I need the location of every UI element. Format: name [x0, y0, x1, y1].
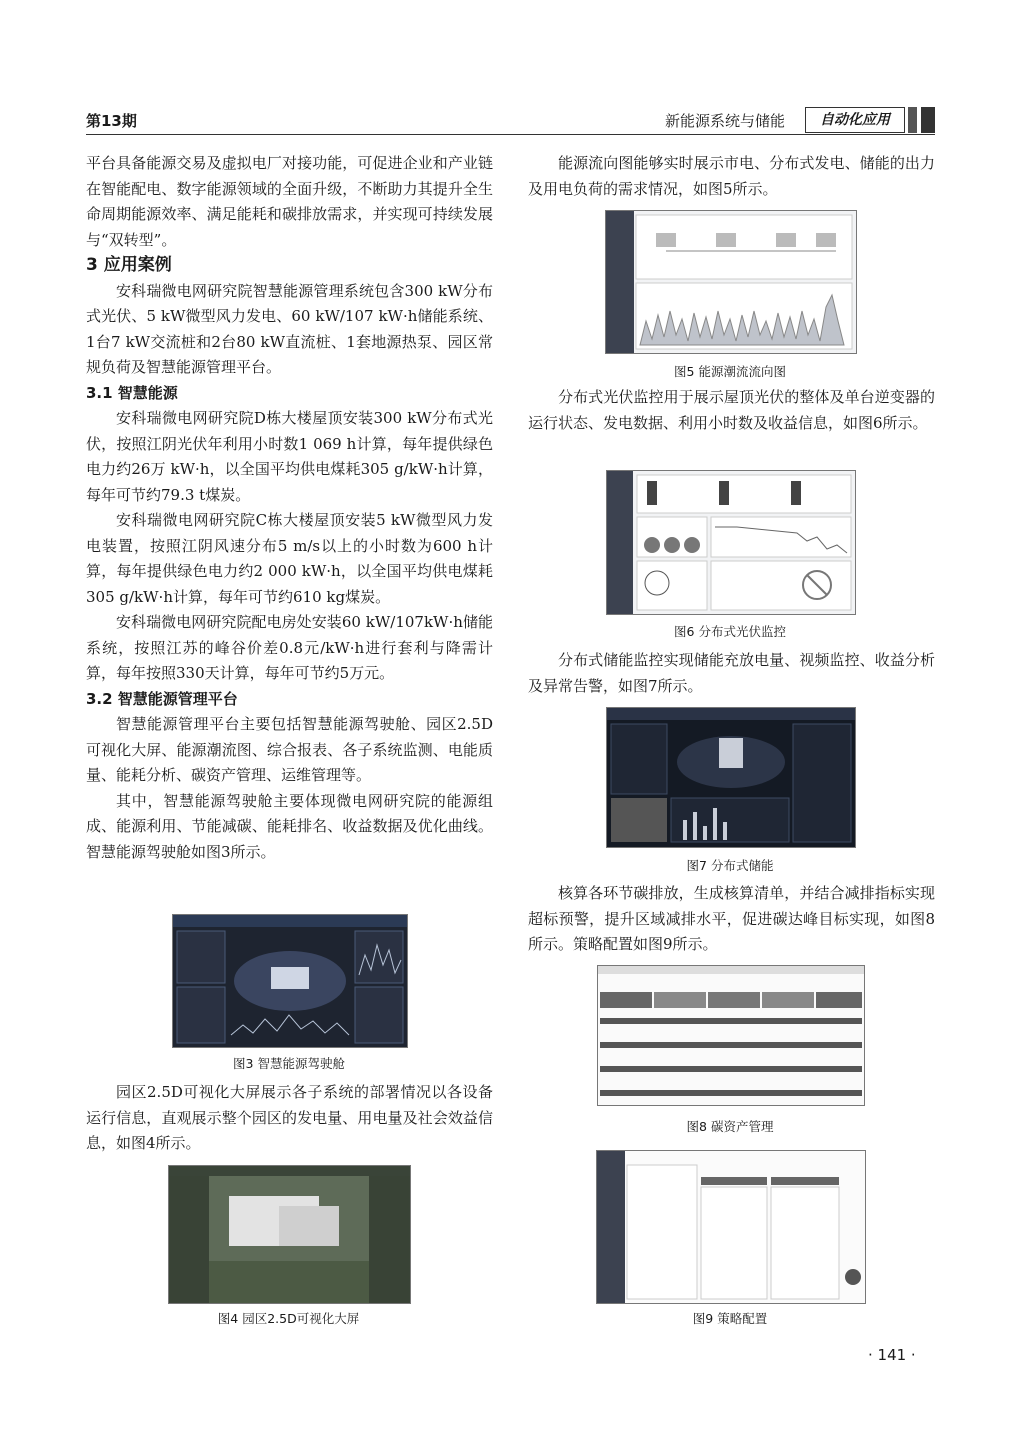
figure-6-image [606, 470, 856, 615]
paragraph: 分布式光伏监控用于展示屋顶光伏的整体及单台逆变器的运行状态、发电数据、利用小时数及收益信息，如图6所示。 [528, 388, 935, 432]
figure-3-caption: 图3 智慧能源驾驶舱 [233, 1056, 345, 1071]
figure-7-caption: 图7 分布式储能 [686, 858, 774, 873]
subsection-heading: 3.2 智慧能源管理平台 [86, 689, 238, 708]
journal-badge: 自动化应用 [805, 107, 905, 133]
figure-5-image [605, 210, 857, 354]
section-heading: 3 应用案例 [86, 255, 172, 275]
subsection-heading: 3.1 智慧能源 [86, 383, 178, 402]
figure-5-caption: 图5 能源潮流流向图 [674, 364, 786, 379]
right-para-3 [528, 648, 935, 699]
header-bar [921, 107, 935, 133]
right-para-2 [528, 385, 935, 436]
figure-4-image [168, 1165, 411, 1304]
paragraph: 安科瑞微电网研究院配电房处安装60 kW/107kW·h储能系统，按照江苏的峰谷价差0.8元/kW·h进行套利与降需计算，每年按照330天计算，每年可节约5万元。 [86, 613, 493, 682]
page-number: · 141 · [868, 1346, 916, 1364]
paragraph: 园区2.5D可视化大屏展示各子系统的部署情况以各设备运行信息，直观展示整个园区的发电量、用电量及社会效益信息，如图4所示。 [86, 1083, 493, 1152]
paragraph: 安科瑞微电网研究院C栋大楼屋顶安装5 kW微型风力发电装置，按照江阴风速分布5 m/s以上的小时数为600 h计算，每年提供绿色电力约2 000 kW·h，以全国平均供电煤耗305 g/kW·h计算，每年可节约610 kg煤炭。 [86, 511, 493, 606]
paragraph: 智慧能源管理平台主要包括智慧能源驾驶舱、园区2.5D可视化大屏、能源潮流图、综合报表、各子系统监测、电能质量、能耗分析、碳资产管理、运维管理等。 [86, 715, 493, 784]
figure-7-image [606, 707, 856, 848]
issue-number: 第13期 [86, 112, 137, 130]
section-title: 新能源系统与储能 [665, 112, 786, 130]
paragraph: 分布式储能监控实现储能充放电量、视频监控、收益分析及异常告警，如图7所示。 [528, 651, 935, 695]
figure-3-image [172, 914, 408, 1048]
left-column-bottom [86, 1080, 493, 1157]
paragraph: 安科瑞微电网研究院D栋大楼屋顶安装300 kW分布式光伏，按照江阴光伏年利用小时数1 069 h计算，每年提供绿色电力约26万 kW·h，以全国平均供电煤耗305 g/kW·h计算，每年可节约79.3 t煤炭。 [86, 409, 493, 504]
figure-9-image [596, 1150, 866, 1304]
figure-9-caption: 图9 策略配置 [692, 1311, 768, 1326]
paragraph: 安科瑞微电网研究院智慧能源管理系统包含300 kW分布式光伏、5 kW微型风力发电、60 kW/107 kW·h储能系统、1台7 kW交流桩和2台80 kW直流桩、1套地源热泵、园区常规负荷及智慧能源管理平台。 [86, 281, 493, 376]
right-para-4 [528, 881, 935, 958]
header-rule [86, 134, 935, 135]
paragraph: 核算各环节碳排放，生成核算清单，并结合减排指标实现超标预警，提升区域减排水平，促进碳达峰目标实现，如图8所示。策略配置如图9所示。 [528, 884, 935, 953]
paragraph: 平台具备能源交易及虚拟电厂对接功能，可促进企业和产业链在智能配电、数字能源领域的全面升级，不断助力其提升全生命周期能源效率、满足能耗和碳排放需求，并实现可持续发展与“双转型”。 [86, 154, 493, 249]
right-para-1 [528, 151, 935, 202]
paragraph: 其中，智慧能源驾驶舱主要体现微电网研究院的能源组成、能源利用、节能减碳、能耗排名、收益数据及优化曲线。智慧能源驾驶舱如图3所示。 [86, 791, 493, 861]
left-column-top [86, 151, 493, 865]
figure-6-caption: 图6 分布式光伏监控 [674, 624, 786, 639]
figure-8-caption: 图8 碳资产管理 [686, 1119, 774, 1134]
paragraph: 能源流向图能够实时展示市电、分布式发电、储能的出力及用电负荷的需求情况，如图5所示。 [528, 154, 935, 198]
figure-8-image [597, 965, 865, 1106]
header-bar [908, 107, 917, 133]
figure-4-caption: 图4 园区2.5D可视化大屏 [217, 1311, 360, 1326]
